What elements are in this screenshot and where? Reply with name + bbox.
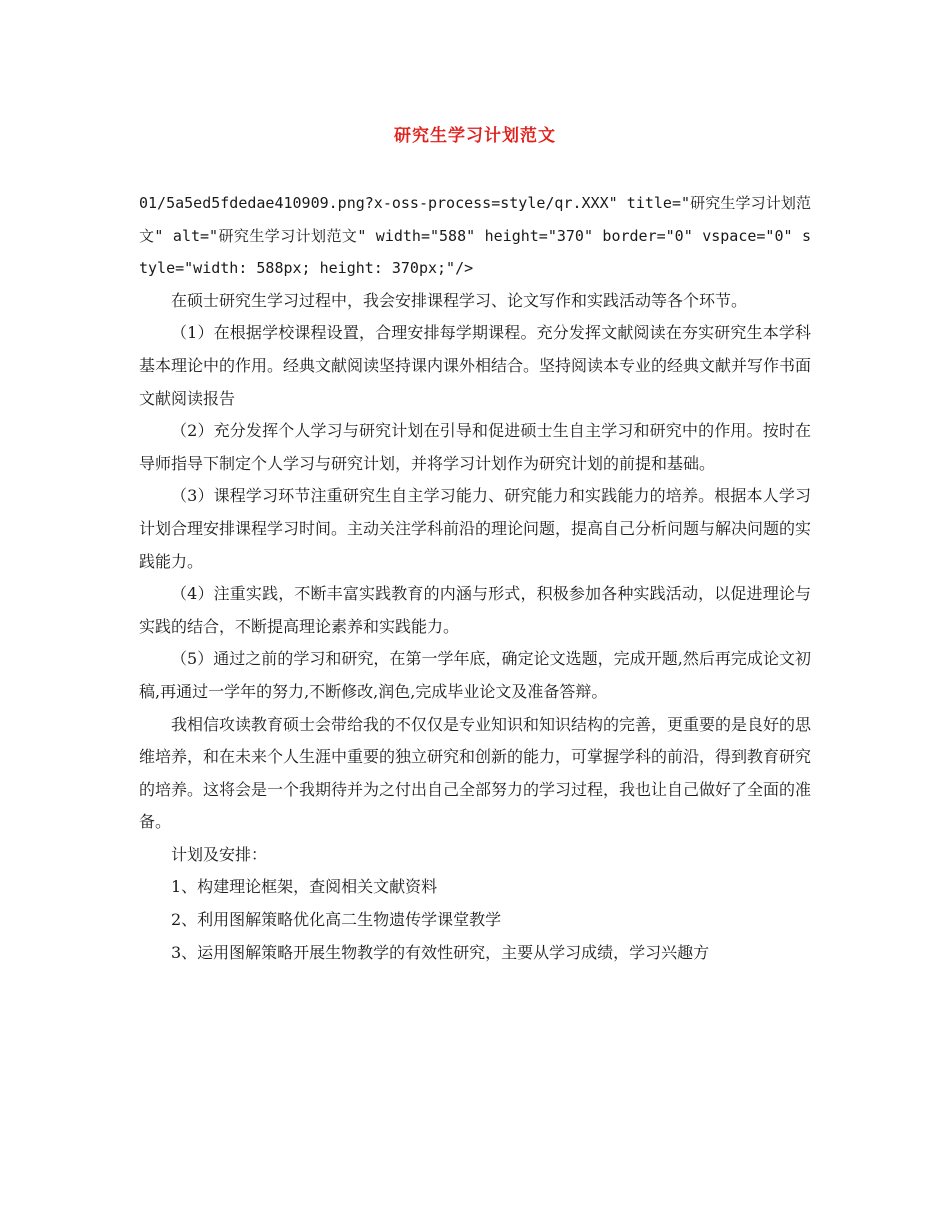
paragraph-image-code: 01/5a5ed5fdedae410909.png?x-oss-process=style/qr.XXX" title="研究生学习计划范文" alt="研究生学习计划范文" width="588" height="370" border="0" vspace="0" style="width: 588px; height: 370px;"/> <box>139 194 811 278</box>
document-body <box>139 187 811 969</box>
paragraph-plan-step-3: 3、运用图解策略开展生物教学的有效性研究，主要从学习成绩，学习兴趣方 <box>171 942 710 962</box>
paragraph-item-1: （1）在根据学校课程设置，合理安排每学期课程。充分发挥文献阅读在夯实研究生本学科基本理论中的作用。经典文献阅读坚持课内课外相结合。坚持阅读本专业的经典文献并写作书面文献阅读报告 <box>139 323 812 408</box>
paragraph-plan-step-1: 1、构建理论框架，查阅相关文献资料 <box>171 877 438 897</box>
paragraph-item-3: （3）课程学习环节注重研究生自主学习能力、研究能力和实践能力的培养。根据本人学习计划合理安排课程学习时间。主动关注学科前沿的理论问题，提高自己分析问题与解决问题的实践能力。 <box>139 486 812 571</box>
paragraph-conclusion: 我相信攻读教育硕士会带给我的不仅仅是专业知识和知识结构的完善，更重要的是良好的思维培养，和在未来个人生涯中重要的独立研究和创新的能力，可掌握学科的前沿，得到教育研究的培养。这将会是一个我期待并为之付出自己全部努力的学习过程，我也让自己做好了全面的准备。 <box>139 714 812 832</box>
paragraph-plan-heading: 计划及安排： <box>171 844 268 864</box>
document-title: 研究生学习计划范文 <box>394 126 556 146</box>
paragraph-intro: 在硕士研究生学习过程中，我会安排课程学习、论文写作和实践活动等各个环节。 <box>171 290 748 310</box>
paragraph-item-4: （4）注重实践，不断丰富实践教育的内涵与形式，积极参加各种实践活动，以促进理论与实践的结合，不断提高理论素养和实践能力。 <box>139 584 811 636</box>
paragraph-item-2: （2）充分发挥个人学习与研究计划在引导和促进硕士生自主学习和研究中的作用。按时在导师指导下制定个人学习与研究计划，并将学习计划作为研究计划的前提和基础。 <box>139 421 811 473</box>
paragraph-plan-step-2: 2、利用图解策略优化高二生物遗传学课堂教学 <box>171 910 502 930</box>
paragraph-item-5: （5）通过之前的学习和研究，在第一学年底，确定论文选题，完成开题,然后再完成论文初稿,再通过一学年的努力,不断修改,润色,完成毕业论文及准备答辩。 <box>139 649 811 701</box>
